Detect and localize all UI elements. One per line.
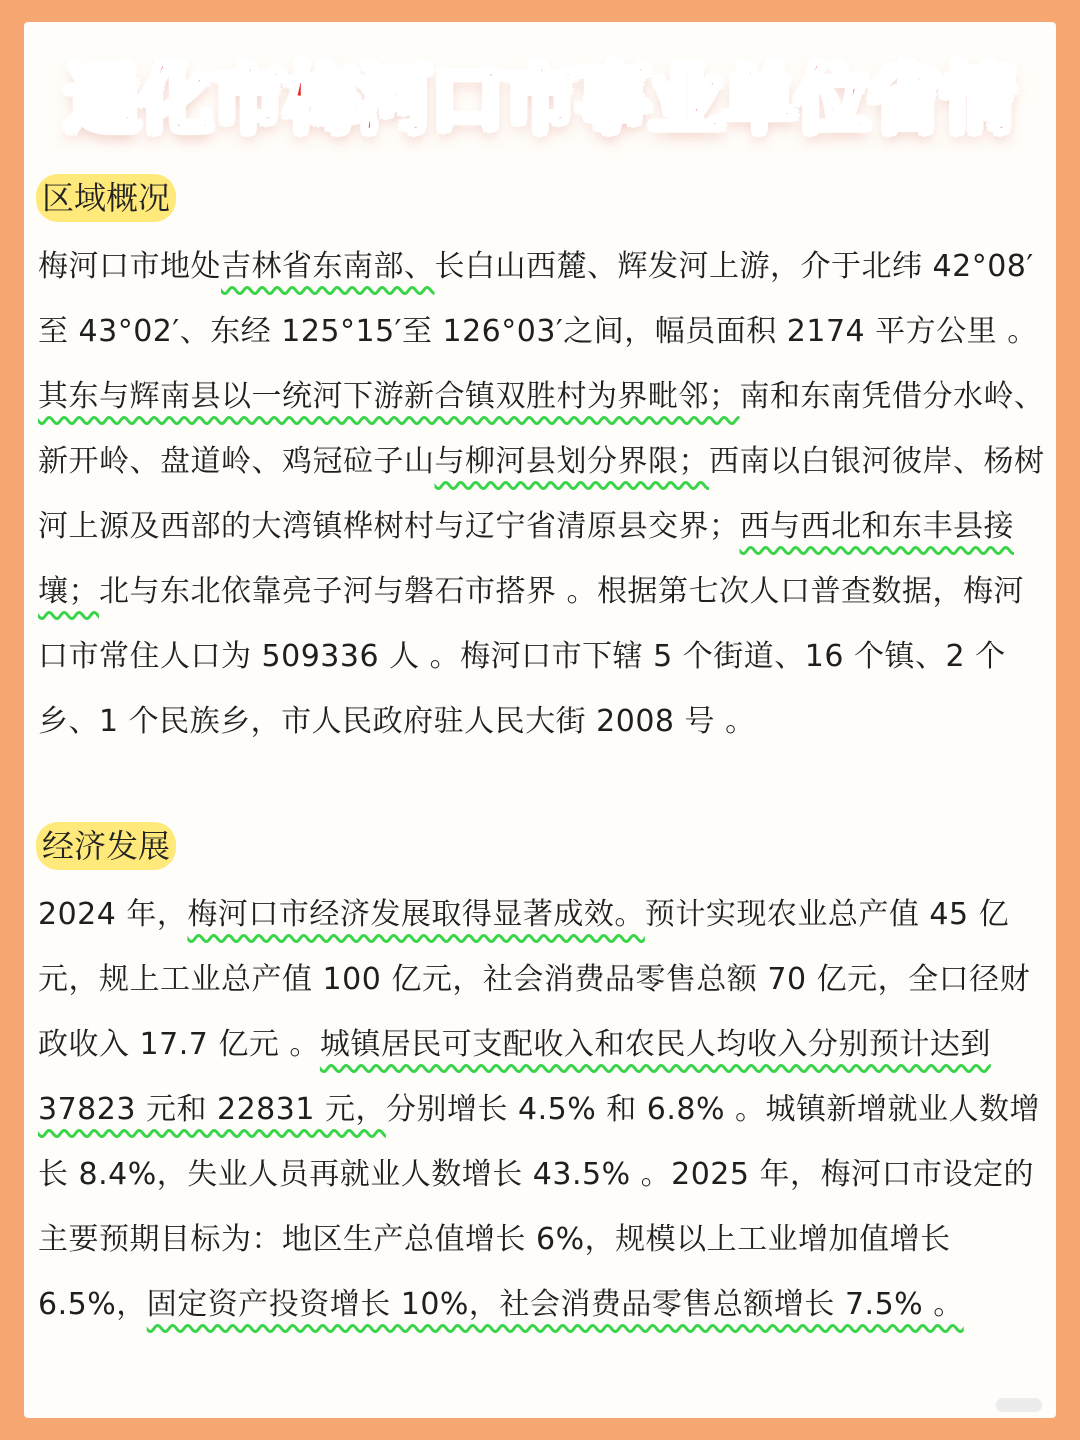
highlighted-text: 城镇居民可支配收入和农民人均收入分别预计达到 37823 元和 22831 元， <box>38 1027 991 1127</box>
watermark-mark <box>996 1398 1042 1412</box>
highlighted-text: 西与西北和东丰县接壤； <box>38 509 1014 609</box>
section-heading-region: 区域概况 <box>36 174 176 222</box>
body-text: 长白山西麓、辉发河上游，介于北纬 42°08′至 43°02′、东经 125°15′至 126°03′之间，幅员面积 2174 平方公里 。 <box>38 249 1038 349</box>
body-text: 预计实现农业总产值 45 亿元，规上工业总产值 100 亿元，社会消费品零售总额 70 亿元，全口径财政收入 17.7 亿元 。 <box>38 897 1031 1062</box>
economy-paragraph <box>38 882 1048 1337</box>
body-text: 2024 年， <box>38 897 188 932</box>
body-text: 北与东北依靠亮子河与磐石市搭界 。根据第七次人口普查数据，梅河口市常住人口为 509336 人 。梅河口市下辖 5 个街道、16 个镇、2 个乡、1 个民族乡，市人民政府驻人民大街 2008 号 。 <box>38 574 1025 739</box>
highlighted-text: 与柳河县划分界限； <box>434 444 709 479</box>
section-heading-economy: 经济发展 <box>36 822 176 870</box>
content-card <box>24 22 1056 1418</box>
body-text: 分别增长 4.5% 和 6.8% 。城镇新增就业人数增长 8.4%，失业人员再就业人数增长 43.5% 。2025 年，梅河口市设定的主要预期目标为：地区生产总值增长 6%，规模以上工业增加值增长 6.5%， <box>38 1092 1041 1322</box>
body-text: 西南以白银河彼岸、杨树河上源及西部的大湾镇桦树村与辽宁省清原县交界； <box>38 444 1045 544</box>
page-title: 通化市梅河口市事业单位省情 <box>65 57 1015 143</box>
highlighted-text: 梅河口市经济发展取得显著成效。 <box>187 897 645 932</box>
body-text: 南和东南凭借分水岭、新开岭、盘道岭、鸡冠砬子山 <box>38 379 1045 479</box>
body-text: 梅河口市地处 <box>38 249 221 284</box>
highlighted-text: 其东与辉南县以一统河下游新合镇双胜村为界毗邻； <box>38 379 740 414</box>
region-paragraph <box>38 234 1048 754</box>
highlighted-text: 固定资产投资增长 10%，社会消费品零售总额增长 7.5% 。 <box>146 1287 964 1322</box>
highlighted-text: 吉林省东南部、 <box>221 249 435 284</box>
